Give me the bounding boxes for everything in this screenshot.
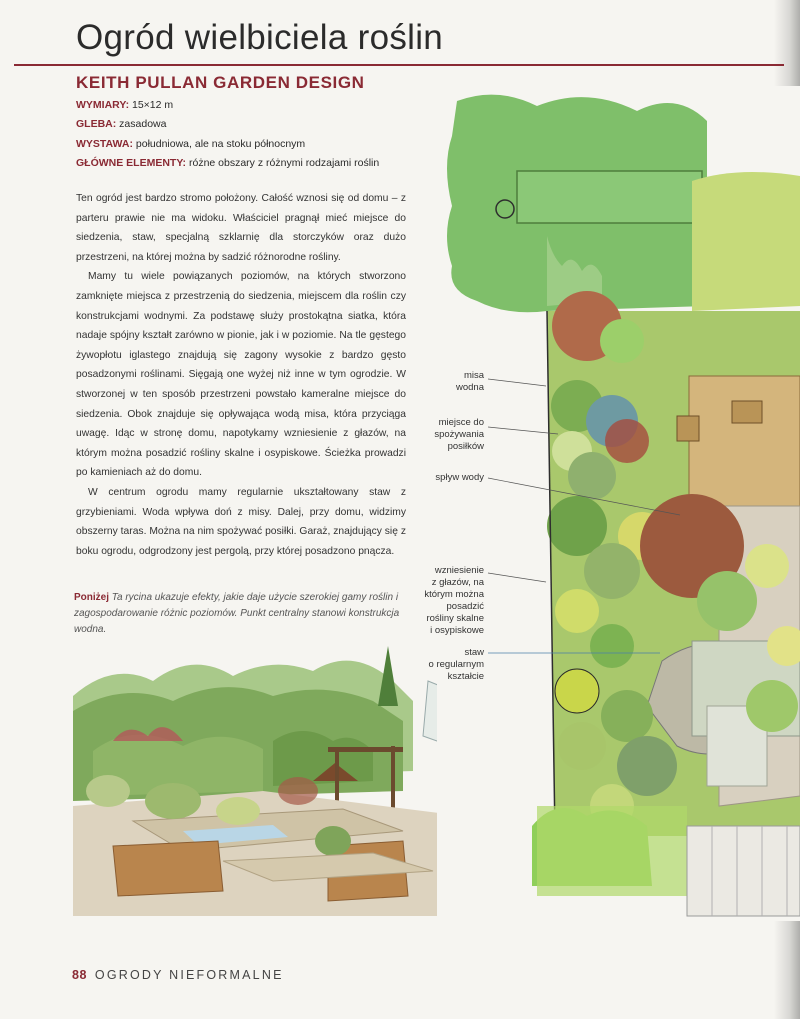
spec-exposure	[76, 135, 466, 154]
label-line: z głazów, na	[431, 577, 484, 588]
label-line: spożywania	[434, 429, 484, 440]
garden-plan-illustration	[437, 86, 800, 921]
page-footer	[72, 968, 284, 982]
paragraph: Ten ogród jest bardzo stromo położony. Całość wznosi się od domu – z parteru prawie nie ma widoku. Właściciel pragnął mieć miejsce do siedzenia, staw, specjalną szklarnię dla storczyków oraz dużo przestrzeni, na której można by sadzić różnorodne rośliny.	[76, 193, 406, 263]
body-text	[76, 189, 406, 561]
label-line: i osypiskowe	[430, 625, 484, 636]
spec-key: WYSTAWA:	[76, 137, 133, 150]
spec-value: południowa, ale na stoku północnym	[135, 137, 306, 150]
label-line: o regularnym	[428, 659, 484, 670]
spec-value: zasadowa	[119, 118, 167, 131]
caption-lead: Poniżej	[74, 592, 110, 603]
caption-text: Ta rycina ukazuje efekty, jakie daje użycie szerokiej gamy roślin i zagospodarowanie różnic poziomów. Punkt centralny stanowi konstrukcja wodna.	[74, 592, 400, 635]
spec-soil	[76, 115, 466, 134]
page-title: Ogród wielbiciela roślin	[76, 18, 444, 57]
spec-key: WYMIARY:	[76, 99, 130, 111]
label-line: kształcie	[447, 671, 484, 682]
paragraph: Mamy tu wiele powiązanych poziomów, na których stworzono zamknięte miejsca z przestrzenią do siedzenia, miejscem dla roślin czy konstrukcjami wodnymi. Za podstawę służy prostokątna siatka, która nadaje spójny kształt zarówno w pionie, jak i w poziomie. Na tle gęstego żywopłotu iglastego znajdują się zagony wysokie z bardzo gęsto posadzonymi roślinami. Sięgają one wyżej niż inne w tym ogrodzie. W stworzonej w ten sposób przestrzeni powstało kameralne miejsce do siedzenia. Obok znajduje się opływająca wodą misa, która przyciąga uwagę. Idąc w stronę domu, napotykamy wzniesienie z głazów, na którym można posadzić rośliny skalne i osypiskowe. Ścieżka prowadzi po kamieniach aż do domu.	[76, 271, 406, 479]
label-line: staw	[464, 647, 484, 658]
label-line: misa	[463, 370, 484, 381]
spec-value: różne obszary z różnymi rodzajami roślin	[188, 157, 380, 170]
label-line: posadzić	[446, 601, 484, 612]
label-pond	[392, 647, 484, 683]
spec-key: GLEBA:	[76, 118, 117, 131]
paragraph: W centrum ogrodu mamy regularnie ukształtowany staw z grzybieniami. Woda wpływa doń z misy. Dalej, przy domu, widzimy obszerny taras. Można na nim spożywać posiłki. Garaż, znajdujący się z boku ogrodu, odgrodzony jest pergolą, przy której posadzono pnącza.	[76, 486, 406, 557]
spec-main-elements	[76, 154, 466, 173]
label-line: miejsce do	[438, 417, 484, 428]
figure-caption	[74, 590, 404, 638]
spec-list	[76, 96, 466, 174]
page-number: 88	[72, 968, 87, 982]
spec-key: GŁÓWNE ELEMENTY:	[76, 157, 187, 170]
label-rock-mound	[392, 565, 484, 637]
spec-dimensions	[76, 96, 466, 115]
label-misa	[392, 370, 484, 394]
label-line: wodna	[456, 382, 484, 393]
designer-heading: KEITH PULLAN GARDEN DESIGN	[76, 73, 365, 92]
label-water-flow	[392, 472, 484, 484]
label-line: spływ wody	[435, 472, 484, 483]
title-rule	[14, 64, 784, 66]
label-dining	[392, 417, 484, 453]
label-line: wzniesienie	[434, 565, 484, 576]
section-name: OGRODY NIEFORMALNE	[94, 968, 284, 982]
label-line: posiłków	[447, 441, 484, 452]
spec-value: 15×12 m	[132, 99, 174, 111]
label-line: rośliny skalne	[426, 613, 484, 624]
label-line: którym można	[424, 589, 484, 600]
